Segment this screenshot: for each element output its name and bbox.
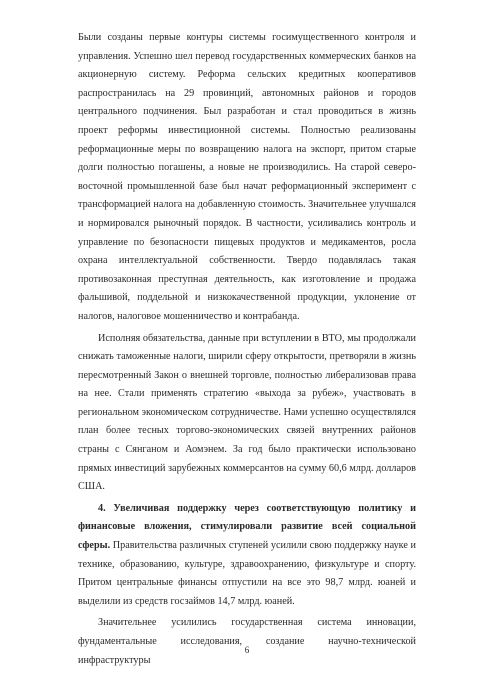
paragraph-wto: Исполняя обязательства, данные при вступлении в ВТО, мы продолжали снижать таможенные налоги, ширили сферу открытости, претворяли в жизнь пересмотренный Закон о внешней торговле, полностью либерализовав права на нее. Стали применять стратегию «выхода за рубеж», участвовать в региональном экономическом сотрудничестве. Нами успешно осуществлялся план более тесных торгово-экономических связей внутренних районов страны с Сянганом и Аомэнем. За год было практически использовано прямых инвестиций зарубежных коммерсантов на сумму 60,6 млрд. долларов США. (78, 332, 416, 493)
page-number: 6 (244, 645, 250, 655)
paragraph-innovation: Значительнее усилились государственная система инновации, фундаментальные исследования, создание научно-технической инфраструктуры (78, 617, 416, 666)
paragraph-social-sphere (78, 500, 416, 612)
section-heading: 4. Увеличивая поддержку через соответствующую политику и финансовые вложения, стимулировали развитие всей социальной сферы. (78, 502, 416, 552)
paragraph-social-text: Правительства различных ступеней усилили свою поддержку науке и технике, образованию, культуре, здравоохранению, физкультуре и спорту. Притом центральные финансы отпустили на все это 98,7 млрд. юаней и выделили из средств госзаймов 14,7 млрд. юаней. (78, 540, 416, 607)
paragraph-reforms: Были созданы первые контуры системы госимущественного контроля и управления. Успешно шел перевод государственных коммерческих банков на акционерную систему. Реформа сельских кредитных кооперативов распространилась на 29 провинций, автономных районов и городов центрального подчинения. Был разработан и стал проводиться в жизнь проект реформы инвестиционной системы. Полностью реализованы реформационные меры по возвращению налога на экспорт, притом старые долги полностью погашены, а новые не производились. На старой северо-восточной промышленной базе был начат реформационный эксперимент с трансформацией налога на добавленную стоимость. Значительнее улучшался и нормировался рыночный порядок. В частности, усиливались контроль и управление по безопасности пищевых продуктов и медикаментов, росла охрана интеллектуальной собственности. Твердо подавлялась такая противозаконная преступная деятельность, как изготовление и продажа фальшивой, поддельной и низкокачественной продукции, уклонение от налогов, налоговое мошенничество и контрабанда. (78, 32, 416, 322)
